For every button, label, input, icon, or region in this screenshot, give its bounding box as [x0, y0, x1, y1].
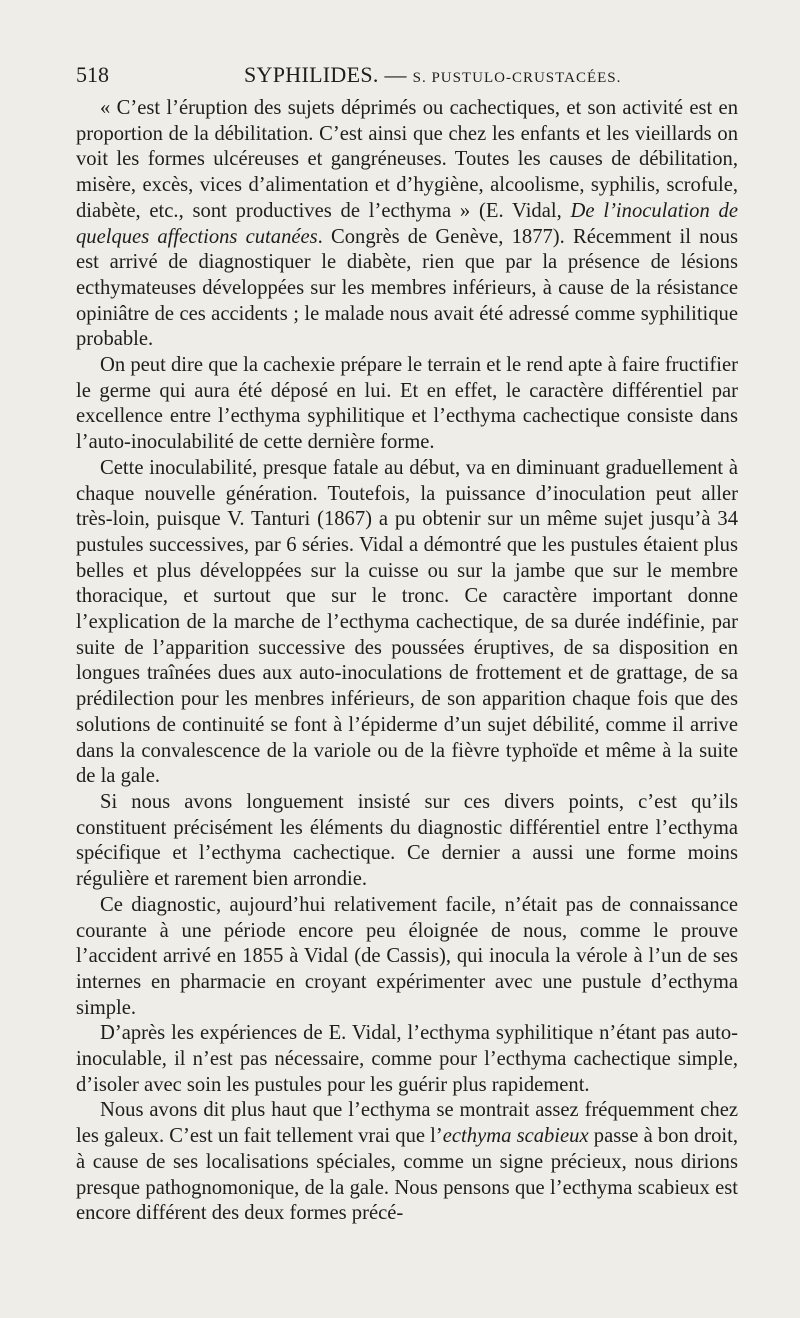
page-number: 518	[76, 62, 109, 87]
running-title-main: SYPHILIDES. —	[244, 62, 407, 87]
italic-title: De l’inoculation de quelques affections cutanées	[76, 199, 738, 248]
running-header	[76, 60, 736, 90]
paragraph: D’après les expériences de E. Vidal, l’ecthyma syphilitique n’étant pas auto-inoculable, il n’est pas nécessaire, comme pour l’ecthyma cachectique simple, d’isoler avec soin les pustules pour les guérir plus rapidement.	[76, 1022, 738, 1096]
body-text	[76, 96, 738, 1227]
paragraph: On peut dire que la cachexie prépare le terrain et le rend apte à faire fructifier le germe qui aura été déposé en lui. Et en effet, le caractère différentiel par excellence entre l’ecthyma syphilitique et l’ecthyma cachectique consiste dans l’auto-inoculabilité de cette dernière forme.	[76, 354, 738, 454]
paragraph: « C’est l’éruption des sujets déprimés ou cachectiques, et son activité est en proportion de la débilitation. C’est ainsi que chez les enfants et les vieillards on voit les formes ulcéreuses et gangréneuses. Toutes les causes de débilitation, misère, excès, vices d’alimentation et d’hygiène, alcoolisme, syphilis, scrofule, diabète, etc., sont productives de l’ecthyma » (E. Vidal, De l’inoculation de quelques affections cutanées. Congrès de Genève, 1877). Récemment il nous est arrivé de diagnostiquer le diabète, rien que par la présence de lésions ecthymateuses développées sur les membres inférieurs, à cause de la résistance opiniâtre de ces accidents ; le malade nous avait été adressé comme syphilitique probable.	[76, 97, 739, 351]
italic-term: ecthyma scabieux	[442, 1125, 589, 1148]
running-title	[244, 60, 621, 93]
paragraph: Si nous avons longuement insisté sur ces divers points, c’est qu’ils constituent précisément les éléments du diagnostic différentiel entre l’ecthyma spécifique et l’ecthyma cachectique. Ce dernier a aussi une forme moins régulière et rarement bien arrondie.	[76, 790, 738, 891]
paragraph: Cette inoculabilité, presque fatale au début, va en diminuant graduellement à chaque nouvelle génération. Toutefois, la puissance d’inoculation peut aller très-loin, puisque V. Tanturi (1867) a pu obtenir sur un même sujet jusqu’à 34 pustules successives, par 6 séries. Vidal a démontré que les pustules étaient plus belles et plus développées sur la cuisse ou sur la jambe que sur le membre thoracique, et surtout que sur le tronc. Ce caractère important donne l’explication de la marche de l’ecthyma cachectique, de sa durée indéfinie, par suite de l’apparition successive des poussées éruptives, de sa disposition en longues traînées dues aux auto-inoculations de frottement et de grattage, de sa prédilection pour les menbres inférieurs, de son apparition chaque fois que des solutions de continuité se font à l’épiderme d’un sujet débilité, comme il arrive dans la convalescence de la variole ou de la fièvre typhoïde et même à la suite de la gale.	[76, 456, 738, 788]
running-title-sub: S. PUSTULO-CRUSTACÉES.	[412, 70, 622, 86]
paragraph: Nous avons dit plus haut que l’ecthyma se montrait assez fréquemment chez les galeux. C’est un fait tellement vrai que l’ecthyma scabieux passe à bon droit, à cause de ses localisations spéciales, comme un signe précieux, nous dirions presque pathognomonique, de la gale. Nous pensons que l’ecthyma scabieux est encore différent des deux formes précé-	[76, 1099, 739, 1225]
paragraph: Ce diagnostic, aujourd’hui relativement facile, n’était pas de connaissance courante à une période encore peu éloignée de nous, comme le prouve l’accident arrivé en 1855 à Vidal (de Cassis), qui inocula la vérole à l’un de ses internes en pharmacie en croyant expérimenter avec une pustule d’ecthyma simple.	[76, 893, 738, 1019]
